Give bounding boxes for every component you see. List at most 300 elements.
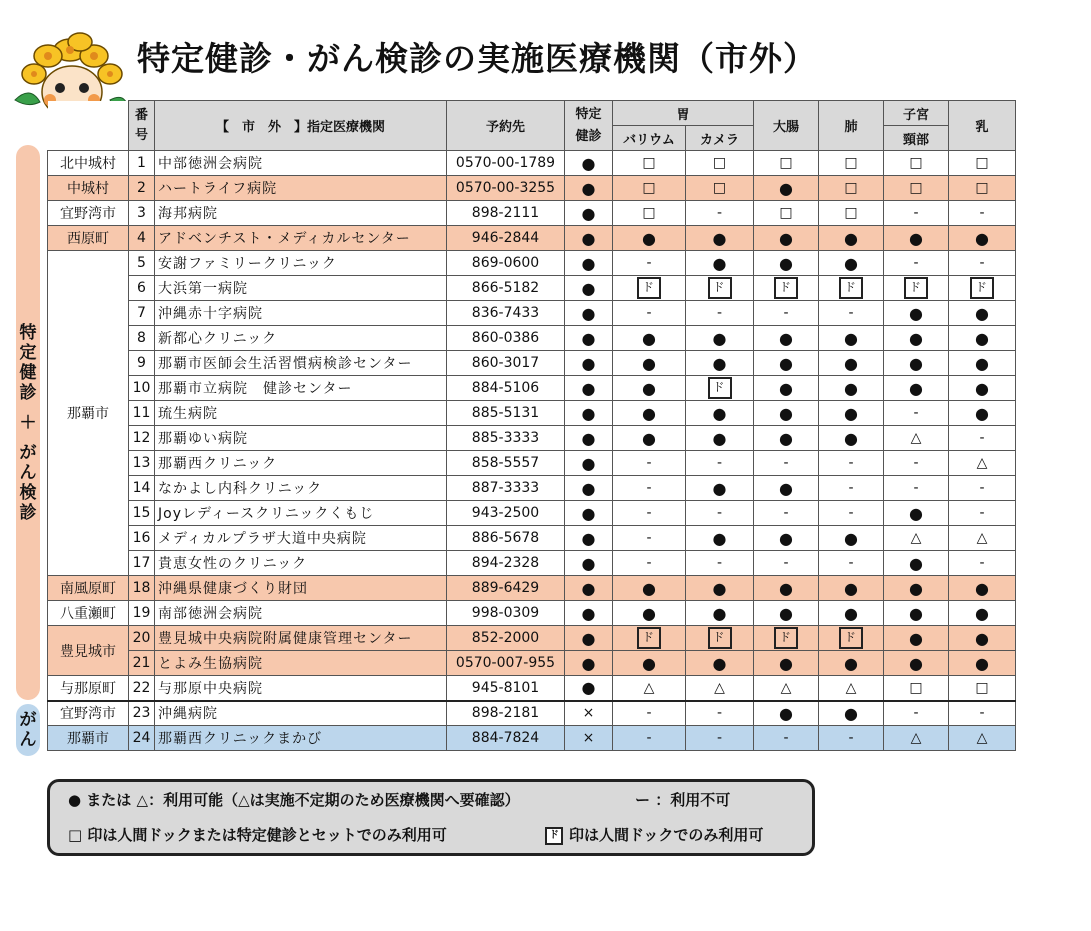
mark-symbol: - bbox=[646, 480, 652, 496]
mark-symbol: ● bbox=[581, 403, 596, 423]
mark-symbol: ● bbox=[909, 628, 923, 648]
col-header-cervix: 頸部 bbox=[884, 126, 949, 151]
availability-mark bbox=[686, 301, 754, 326]
table-row bbox=[48, 226, 1016, 251]
availability-mark bbox=[686, 501, 754, 526]
row-number: 2 bbox=[129, 176, 155, 201]
availability-mark bbox=[565, 376, 613, 401]
table-row bbox=[48, 501, 1016, 526]
availability-mark bbox=[949, 626, 1016, 651]
mark-symbol: ● bbox=[909, 378, 923, 398]
availability-mark bbox=[613, 701, 686, 726]
mark-symbol: ● bbox=[581, 303, 596, 323]
availability-mark bbox=[819, 551, 884, 576]
mark-symbol: ● bbox=[581, 603, 596, 623]
availability-mark bbox=[565, 651, 613, 676]
table-row bbox=[48, 176, 1016, 201]
col-header-uterus: 子宮 bbox=[884, 101, 949, 126]
mark-symbol: - bbox=[783, 455, 789, 471]
mark-symbol: ● bbox=[712, 653, 727, 673]
availability-mark bbox=[884, 626, 949, 651]
availability-mark bbox=[754, 201, 819, 226]
availability-mark bbox=[613, 501, 686, 526]
mark-symbol: △ bbox=[845, 679, 857, 696]
availability-mark bbox=[686, 401, 754, 426]
mark-symbol: ● bbox=[975, 578, 989, 598]
mark-symbol: ● bbox=[581, 578, 596, 598]
row-number: 21 bbox=[129, 651, 155, 676]
availability-mark bbox=[884, 301, 949, 326]
availability-mark bbox=[884, 226, 949, 251]
mark-symbol: ● bbox=[909, 303, 923, 323]
mark-symbol: ● bbox=[712, 428, 727, 448]
phone-number: 860-3017 bbox=[447, 351, 565, 376]
facility-table bbox=[47, 100, 1016, 751]
area-cell: 那覇市 bbox=[48, 726, 129, 751]
mark-symbol: ● bbox=[581, 328, 596, 348]
col-header-lung: 肺 bbox=[819, 101, 884, 151]
facility-name: なかよし内科クリニック bbox=[155, 476, 447, 501]
mark-symbol: - bbox=[979, 555, 985, 571]
table-row bbox=[48, 676, 1016, 701]
phone-number: 998-0309 bbox=[447, 601, 565, 626]
mark-symbol: - bbox=[646, 305, 652, 321]
mark-symbol: - bbox=[979, 255, 985, 271]
mark-symbol: □ bbox=[975, 679, 989, 696]
mark-symbol: ● bbox=[581, 453, 596, 473]
availability-mark bbox=[613, 551, 686, 576]
availability-mark bbox=[819, 676, 884, 701]
availability-mark bbox=[613, 201, 686, 226]
mark-symbol: ● bbox=[642, 353, 656, 373]
availability-mark bbox=[884, 676, 949, 701]
availability-mark bbox=[819, 276, 884, 301]
availability-mark bbox=[754, 301, 819, 326]
availability-mark bbox=[949, 351, 1016, 376]
row-number: 20 bbox=[129, 626, 155, 651]
legend-box-note: □ 印は人間ドックまたは特定健診とセットでのみ利用可 bbox=[68, 826, 447, 844]
phone-number: 869-0600 bbox=[447, 251, 565, 276]
row-number: 19 bbox=[129, 601, 155, 626]
availability-mark bbox=[686, 551, 754, 576]
availability-mark bbox=[754, 276, 819, 301]
availability-mark bbox=[754, 726, 819, 751]
availability-mark bbox=[686, 276, 754, 301]
mark-symbol: □ bbox=[779, 155, 793, 171]
availability-mark bbox=[884, 576, 949, 601]
phone-number: 0570-007-955 bbox=[447, 651, 565, 676]
mark-symbol: ● bbox=[712, 403, 727, 423]
mark-symbol: ● bbox=[581, 178, 596, 198]
mark-symbol: ● bbox=[642, 653, 656, 673]
mark-symbol: - bbox=[848, 505, 854, 521]
area-cell: 那覇市 bbox=[48, 251, 129, 576]
availability-mark bbox=[819, 251, 884, 276]
mark-symbol: × bbox=[582, 705, 595, 722]
facility-name: 豊見城中央病院附属健康管理センター bbox=[155, 626, 447, 651]
mark-symbol: ● bbox=[779, 228, 793, 248]
availability-mark bbox=[613, 726, 686, 751]
availability-mark bbox=[819, 351, 884, 376]
mark-symbol: ● bbox=[712, 578, 727, 598]
mark-symbol: - bbox=[783, 305, 789, 321]
phone-number: 0570-00-3255 bbox=[447, 176, 565, 201]
availability-mark bbox=[686, 576, 754, 601]
availability-mark bbox=[565, 426, 613, 451]
area-cell: 宜野湾市 bbox=[48, 201, 129, 226]
availability-mark bbox=[819, 401, 884, 426]
availability-mark bbox=[686, 151, 754, 176]
col-header-barium: バリウム bbox=[613, 126, 686, 151]
facility-name: メディカルプラザ大道中央病院 bbox=[155, 526, 447, 551]
mark-symbol: □ bbox=[844, 180, 858, 196]
availability-mark bbox=[613, 351, 686, 376]
facility-name: 沖縄病院 bbox=[155, 701, 447, 726]
mark-symbol: △ bbox=[910, 430, 922, 446]
mark-symbol: ● bbox=[975, 628, 989, 648]
availability-mark bbox=[686, 176, 754, 201]
mark-symbol: - bbox=[716, 705, 723, 722]
availability-mark bbox=[686, 676, 754, 701]
area-cell: 与那原町 bbox=[48, 676, 129, 701]
mark-symbol: ● bbox=[779, 353, 793, 373]
availability-mark bbox=[884, 426, 949, 451]
row-number: 1 bbox=[129, 151, 155, 176]
facility-name: 沖縄赤十字病院 bbox=[155, 301, 447, 326]
phone-number: 852-2000 bbox=[447, 626, 565, 651]
mark-symbol: △ bbox=[780, 679, 792, 696]
mark-symbol: ● bbox=[642, 328, 656, 348]
mark-symbol: - bbox=[783, 555, 789, 571]
availability-mark bbox=[949, 426, 1016, 451]
mark-symbol: ● bbox=[581, 253, 596, 273]
availability-mark bbox=[686, 626, 754, 651]
facility-name: Joyレディースクリニックくもじ bbox=[155, 501, 447, 526]
mark-symbol: - bbox=[716, 455, 723, 471]
dock-only-icon: ド bbox=[708, 627, 732, 649]
availability-mark bbox=[565, 676, 613, 701]
row-number: 4 bbox=[129, 226, 155, 251]
mark-symbol: - bbox=[913, 455, 919, 471]
availability-mark bbox=[949, 301, 1016, 326]
availability-mark bbox=[884, 601, 949, 626]
availability-mark bbox=[686, 526, 754, 551]
mark-symbol: - bbox=[979, 480, 985, 496]
row-number: 22 bbox=[129, 676, 155, 701]
availability-mark bbox=[565, 701, 613, 726]
mark-symbol: ● bbox=[712, 478, 727, 498]
availability-mark bbox=[754, 576, 819, 601]
mark-symbol: - bbox=[913, 255, 919, 271]
mark-symbol: □ bbox=[909, 155, 923, 171]
row-number: 23 bbox=[129, 701, 155, 726]
availability-mark bbox=[565, 576, 613, 601]
mark-symbol: ● bbox=[779, 528, 793, 548]
mark-symbol: ● bbox=[844, 403, 858, 423]
availability-mark bbox=[949, 326, 1016, 351]
dock-only-icon: ド bbox=[839, 627, 863, 649]
col-header-phone: 予約先 bbox=[447, 101, 565, 151]
availability-mark bbox=[686, 476, 754, 501]
phone-number: 885-5131 bbox=[447, 401, 565, 426]
mark-symbol: ● bbox=[581, 478, 596, 498]
mark-symbol: ● bbox=[581, 503, 596, 523]
mark-symbol: - bbox=[848, 455, 854, 471]
availability-mark bbox=[884, 701, 949, 726]
side-char: 診 bbox=[19, 502, 37, 523]
mark-symbol: ● bbox=[844, 253, 858, 273]
availability-mark bbox=[819, 476, 884, 501]
mark-symbol: ● bbox=[779, 178, 793, 198]
mark-symbol: ● bbox=[779, 478, 793, 498]
mark-symbol: ● bbox=[642, 228, 656, 248]
facility-name: 与那原中央病院 bbox=[155, 676, 447, 701]
phone-number: 866-5182 bbox=[447, 276, 565, 301]
mark-symbol: ● bbox=[581, 653, 596, 673]
table-row bbox=[48, 376, 1016, 401]
mark-symbol: - bbox=[913, 405, 919, 421]
mark-symbol: □ bbox=[642, 205, 656, 221]
mark-symbol: ● bbox=[909, 328, 923, 348]
mark-symbol: ● bbox=[581, 153, 596, 173]
availability-mark bbox=[613, 426, 686, 451]
mark-symbol: ● bbox=[844, 378, 858, 398]
table-row bbox=[48, 526, 1016, 551]
availability-mark bbox=[613, 326, 686, 351]
availability-mark bbox=[819, 376, 884, 401]
table-row bbox=[48, 251, 1016, 276]
phone-number: 887-3333 bbox=[447, 476, 565, 501]
mark-symbol: ● bbox=[909, 553, 923, 573]
table-row bbox=[48, 301, 1016, 326]
row-number: 12 bbox=[129, 426, 155, 451]
availability-mark bbox=[754, 426, 819, 451]
availability-mark bbox=[819, 201, 884, 226]
availability-mark bbox=[884, 176, 949, 201]
facility-name: ハートライフ病院 bbox=[155, 176, 447, 201]
mark-symbol: ● bbox=[779, 378, 793, 398]
availability-mark bbox=[949, 551, 1016, 576]
mark-symbol: ● bbox=[712, 353, 727, 373]
table-row bbox=[48, 701, 1016, 726]
availability-mark bbox=[884, 151, 949, 176]
facility-name: 中部徳洲会病院 bbox=[155, 151, 447, 176]
mark-symbol: ● bbox=[779, 603, 793, 623]
mark-symbol: ● bbox=[581, 378, 596, 398]
mark-symbol: - bbox=[716, 555, 723, 571]
row-number: 9 bbox=[129, 351, 155, 376]
mark-symbol: - bbox=[716, 730, 723, 746]
mark-symbol: ● bbox=[712, 253, 727, 273]
availability-mark bbox=[613, 651, 686, 676]
area-cell: 南風原町 bbox=[48, 576, 129, 601]
mark-symbol: ● bbox=[844, 528, 858, 548]
dock-only-icon: ド bbox=[708, 377, 732, 399]
side-char: 特 bbox=[19, 322, 37, 343]
facility-name: 南部徳洲会病院 bbox=[155, 601, 447, 626]
mark-symbol: - bbox=[783, 505, 789, 521]
mark-symbol: - bbox=[848, 305, 854, 321]
mark-symbol: ● bbox=[581, 678, 596, 698]
phone-number: 884-7824 bbox=[447, 726, 565, 751]
availability-mark bbox=[686, 426, 754, 451]
availability-mark bbox=[754, 626, 819, 651]
legend-dock bbox=[545, 824, 763, 845]
availability-mark bbox=[754, 651, 819, 676]
mark-symbol: ● bbox=[909, 603, 923, 623]
mark-symbol: ● bbox=[712, 603, 727, 623]
availability-mark bbox=[754, 326, 819, 351]
availability-mark bbox=[949, 726, 1016, 751]
availability-mark bbox=[754, 226, 819, 251]
phone-number: 943-2500 bbox=[447, 501, 565, 526]
mark-symbol: ● bbox=[844, 353, 858, 373]
availability-mark bbox=[565, 726, 613, 751]
mark-symbol: ● bbox=[909, 503, 923, 523]
row-number: 14 bbox=[129, 476, 155, 501]
legend-available: ● または △：利用可能（△は実施不定期のため医療機関へ要確認） bbox=[68, 791, 520, 809]
availability-mark bbox=[819, 626, 884, 651]
mark-symbol: ● bbox=[844, 428, 858, 448]
mark-symbol: ● bbox=[642, 403, 656, 423]
mark-symbol: - bbox=[646, 255, 652, 271]
availability-mark bbox=[613, 276, 686, 301]
availability-mark bbox=[949, 701, 1016, 726]
mark-symbol: ● bbox=[779, 653, 793, 673]
availability-mark bbox=[686, 326, 754, 351]
mark-symbol: × bbox=[582, 730, 595, 746]
availability-mark bbox=[949, 501, 1016, 526]
row-number: 10 bbox=[129, 376, 155, 401]
availability-mark bbox=[613, 601, 686, 626]
area-cell: 宜野湾市 bbox=[48, 701, 129, 726]
availability-mark bbox=[884, 526, 949, 551]
mark-symbol: △ bbox=[910, 730, 922, 746]
side-char: 診 bbox=[19, 382, 37, 403]
availability-mark bbox=[949, 601, 1016, 626]
availability-mark bbox=[613, 301, 686, 326]
mark-symbol: - bbox=[848, 730, 854, 746]
availability-mark bbox=[949, 476, 1016, 501]
availability-mark bbox=[949, 251, 1016, 276]
availability-mark bbox=[884, 451, 949, 476]
mark-symbol: □ bbox=[779, 205, 793, 221]
table-row bbox=[48, 276, 1016, 301]
mark-symbol: ● bbox=[581, 528, 596, 548]
mark-symbol: ● bbox=[581, 203, 596, 223]
row-number: 5 bbox=[129, 251, 155, 276]
availability-mark bbox=[884, 276, 949, 301]
table-row bbox=[48, 151, 1016, 176]
availability-mark bbox=[565, 351, 613, 376]
availability-mark bbox=[949, 376, 1016, 401]
mark-symbol: ● bbox=[581, 228, 596, 248]
dock-only-icon: ド bbox=[774, 627, 798, 649]
table-row bbox=[48, 476, 1016, 501]
side-char: 定 bbox=[19, 342, 37, 363]
availability-mark bbox=[613, 626, 686, 651]
availability-mark bbox=[754, 151, 819, 176]
facility-name: アドベンチスト・メディカルセンター bbox=[155, 226, 447, 251]
phone-number: 885-3333 bbox=[447, 426, 565, 451]
availability-mark bbox=[613, 476, 686, 501]
availability-mark bbox=[613, 226, 686, 251]
legend-dock-note: 印は人間ドックでのみ利用可 bbox=[569, 826, 764, 844]
phone-number: 886-5678 bbox=[447, 526, 565, 551]
phone-number: 889-6429 bbox=[447, 576, 565, 601]
mark-symbol: - bbox=[979, 430, 985, 446]
availability-mark bbox=[819, 451, 884, 476]
availability-mark bbox=[884, 376, 949, 401]
mark-symbol: ● bbox=[844, 603, 858, 623]
availability-mark bbox=[686, 201, 754, 226]
mark-symbol: □ bbox=[909, 180, 923, 196]
availability-mark bbox=[819, 226, 884, 251]
availability-mark bbox=[613, 376, 686, 401]
dock-mark-icon: ド bbox=[545, 827, 563, 845]
mark-symbol: ● bbox=[581, 628, 596, 648]
availability-mark bbox=[565, 451, 613, 476]
mark-symbol: ● bbox=[712, 328, 727, 348]
mark-symbol: □ bbox=[712, 155, 727, 171]
area-cell: 豊見城市 bbox=[48, 626, 129, 676]
facility-name: 沖縄県健康づくり財団 bbox=[155, 576, 447, 601]
mark-symbol: △ bbox=[976, 730, 988, 746]
mark-symbol: ● bbox=[844, 328, 858, 348]
facility-name: 那覇ゆい病院 bbox=[155, 426, 447, 451]
mark-symbol: - bbox=[646, 530, 652, 546]
availability-mark bbox=[686, 351, 754, 376]
row-number: 16 bbox=[129, 526, 155, 551]
availability-mark bbox=[754, 251, 819, 276]
mark-symbol: ● bbox=[909, 578, 923, 598]
mark-symbol: □ bbox=[712, 180, 727, 196]
row-number: 3 bbox=[129, 201, 155, 226]
availability-mark bbox=[565, 301, 613, 326]
mark-symbol: ● bbox=[909, 653, 923, 673]
table-row bbox=[48, 351, 1016, 376]
facility-name: 大浜第一病院 bbox=[155, 276, 447, 301]
availability-mark bbox=[754, 601, 819, 626]
availability-mark bbox=[949, 676, 1016, 701]
facility-name: 那覇西クリニック bbox=[155, 451, 447, 476]
availability-mark bbox=[949, 526, 1016, 551]
availability-mark bbox=[754, 701, 819, 726]
row-number: 15 bbox=[129, 501, 155, 526]
availability-mark bbox=[949, 151, 1016, 176]
mark-symbol: □ bbox=[975, 180, 989, 196]
side-char: が bbox=[19, 442, 37, 463]
mark-symbol: ● bbox=[779, 428, 793, 448]
mark-symbol: □ bbox=[642, 180, 656, 196]
dock-only-icon: ド bbox=[904, 277, 928, 299]
mark-symbol: ● bbox=[581, 553, 596, 573]
mark-symbol: - bbox=[646, 555, 652, 571]
table-row bbox=[48, 626, 1016, 651]
mark-symbol: ● bbox=[909, 228, 923, 248]
phone-number: 898-2111 bbox=[447, 201, 565, 226]
table-row bbox=[48, 726, 1016, 751]
availability-mark bbox=[819, 701, 884, 726]
availability-mark bbox=[754, 376, 819, 401]
mark-symbol: ● bbox=[712, 228, 727, 248]
mark-symbol: △ bbox=[643, 679, 655, 696]
mark-symbol: - bbox=[646, 730, 652, 746]
mark-symbol: - bbox=[979, 705, 985, 722]
mark-symbol: ● bbox=[779, 403, 793, 423]
row-number: 11 bbox=[129, 401, 155, 426]
dock-only-icon: ド bbox=[774, 277, 798, 299]
